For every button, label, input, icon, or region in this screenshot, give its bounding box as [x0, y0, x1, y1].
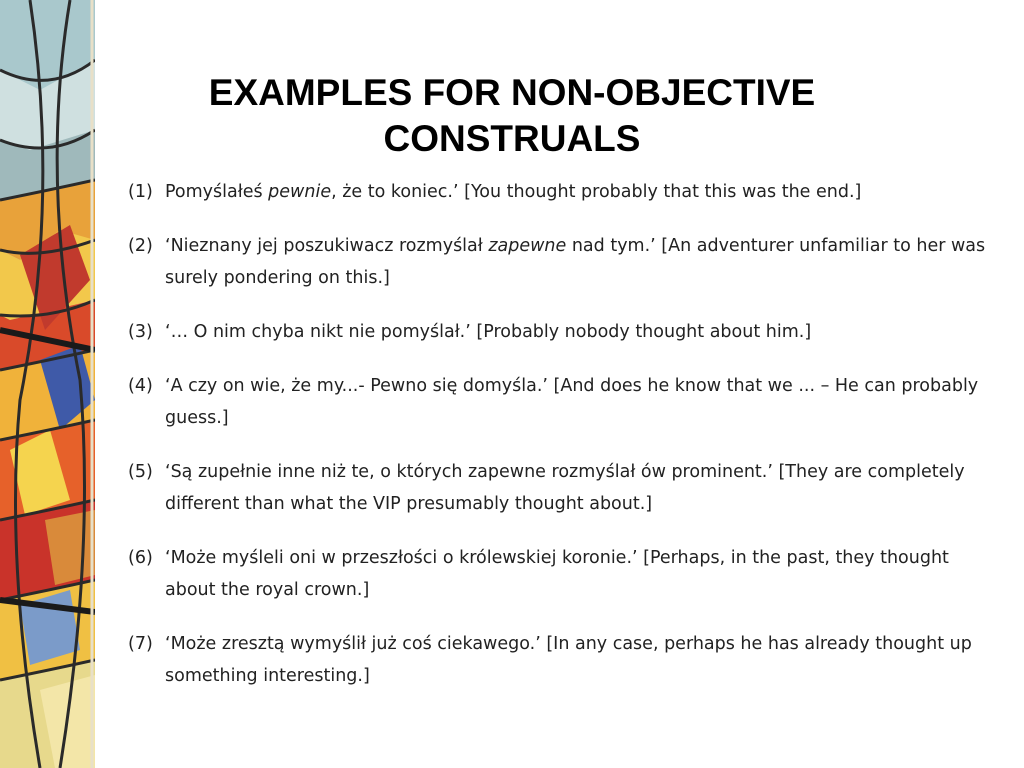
example-number: (7) — [128, 634, 153, 654]
examples-list — [128, 176, 998, 692]
example-item-6 — [128, 542, 998, 606]
emphasized-word: pewnie — [268, 182, 332, 202]
example-item-2 — [128, 230, 998, 294]
example-text: ‘Są zupełnie inne niż te, o których zapewne rozmyślał ów prominent.’ [They are completely different than what the VIP presumably thought about.] — [165, 462, 965, 514]
example-text: ‘Nieznany jej poszukiwacz rozmyślał zapewne nad tym.’ [An adventurer unfamiliar to her was surely pondering on this.] — [165, 236, 986, 288]
slide-title — [100, 70, 924, 162]
stained-glass-strip — [0, 0, 95, 768]
example-number: (3) — [128, 322, 153, 342]
stained-glass-image — [0, 0, 95, 768]
example-text: ‘Może myśleli oni w przeszłości o królewskiej koronie.’ [Perhaps, in the past, they thought about the royal crown.] — [165, 548, 949, 600]
example-text: ‘Może zresztą wymyślił już coś ciekawego.’ [In any case, perhaps he has already thought up something interesting.] — [165, 634, 972, 686]
example-number: (5) — [128, 462, 153, 482]
example-number: (2) — [128, 236, 153, 256]
example-item-4 — [128, 370, 998, 434]
example-text: ‘A czy on wie, że my...- Pewno się domyśla.’ [And does he know that we ... – He can probably guess.] — [165, 376, 979, 428]
example-item-1 — [128, 176, 998, 208]
example-item-3 — [128, 316, 998, 348]
emphasized-word: zapewne — [488, 236, 567, 256]
title-line-1: EXAMPLES FOR NON-OBJECTIVE — [208, 72, 816, 113]
example-text: ‘… O nim chyba nikt nie pomyślał.’ [Probably nobody thought about him.] — [165, 322, 812, 342]
title-line-2: CONSTRUALS — [383, 118, 641, 159]
example-item-5 — [128, 456, 998, 520]
example-item-7 — [128, 628, 998, 692]
example-number: (6) — [128, 548, 153, 568]
example-number: (4) — [128, 376, 153, 396]
example-number: (1) — [128, 182, 153, 202]
example-text: Pomyślałeś pewnie, że to koniec.’ [You thought probably that this was the end.] — [165, 182, 862, 202]
